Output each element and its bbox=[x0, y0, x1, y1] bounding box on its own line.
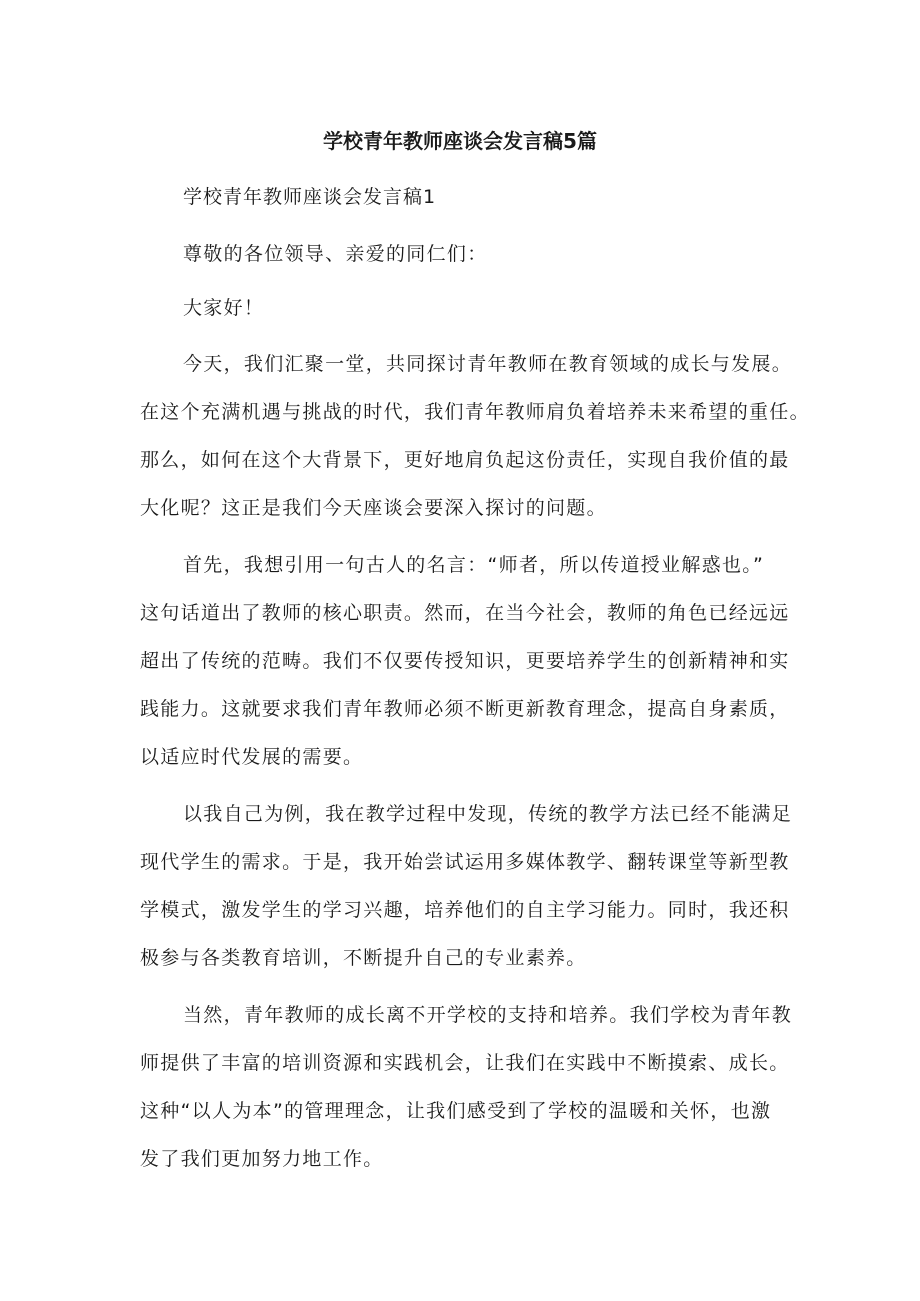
paragraph-2-line-1: 首先，我想引用一句古人的名言：“师者，所以传道授业解惑也。” bbox=[183, 554, 765, 576]
paragraph-2-line-5: 以适应时代发展的需要。 bbox=[140, 746, 364, 768]
section-subtitle: 学校青年教师座谈会发言稿1 bbox=[183, 186, 437, 208]
paragraph-4-line-4: 发了我们更加努力地工作。 bbox=[140, 1148, 384, 1170]
paragraph-1-line-3: 那么，如何在这个大背景下，更好地肩负起这份责任，实现自我价值的最 bbox=[140, 449, 790, 471]
paragraph-2-line-4: 践能力。这就要求我们青年教师必须不断更新教育理念，提高自身素质， bbox=[140, 698, 790, 720]
paragraph-4-line-1: 当然，青年教师的成长离不开学校的支持和培养。我们学校为青年教 bbox=[183, 1004, 793, 1026]
paragraph-2-line-2: 这句话道出了教师的核心职责。然而，在当今社会，教师的角色已经远远 bbox=[140, 602, 790, 624]
paragraph-4-line-3: 这种“以人为本”的管理理念，让我们感受到了学校的温暖和关怀，也激 bbox=[140, 1100, 772, 1122]
paragraph-3-line-1: 以我自己为例，我在教学过程中发现，传统的教学方法已经不能满足 bbox=[183, 803, 793, 825]
paragraph-1-line-4: 大化呢？这正是我们今天座谈会要深入探讨的问题。 bbox=[140, 497, 607, 519]
paragraph-1-line-1: 今天，我们汇聚一堂，共同探讨青年教师在教育领域的成长与发展。 bbox=[183, 353, 793, 375]
paragraph-2-line-3: 超出了传统的范畴。我们不仅要传授知识，更要培养学生的创新精神和实 bbox=[140, 650, 790, 672]
paragraph-3-line-4: 极参与各类教育培训，不断提升自己的专业素养。 bbox=[140, 947, 587, 969]
paragraph-3-line-2: 现代学生的需求。于是，我开始尝试运用多媒体教学、翻转课堂等新型教 bbox=[140, 851, 790, 873]
paragraph-3-line-3: 学模式，激发学生的学习兴趣，培养他们的自主学习能力。同时，我还积 bbox=[140, 899, 790, 921]
greeting: 大家好！ bbox=[183, 297, 265, 319]
paragraph-4-line-2: 师提供了丰富的培训资源和实践机会，让我们在实践中不断摸索、成长。 bbox=[140, 1052, 790, 1074]
document-title: 学校青年教师座谈会发言稿5篇 bbox=[323, 129, 597, 153]
salutation: 尊敬的各位领导、亲爱的同仁们： bbox=[183, 243, 488, 265]
paragraph-1-line-2: 在这个充满机遇与挑战的时代，我们青年教师肩负着培养未来希望的重任。 bbox=[140, 401, 810, 423]
